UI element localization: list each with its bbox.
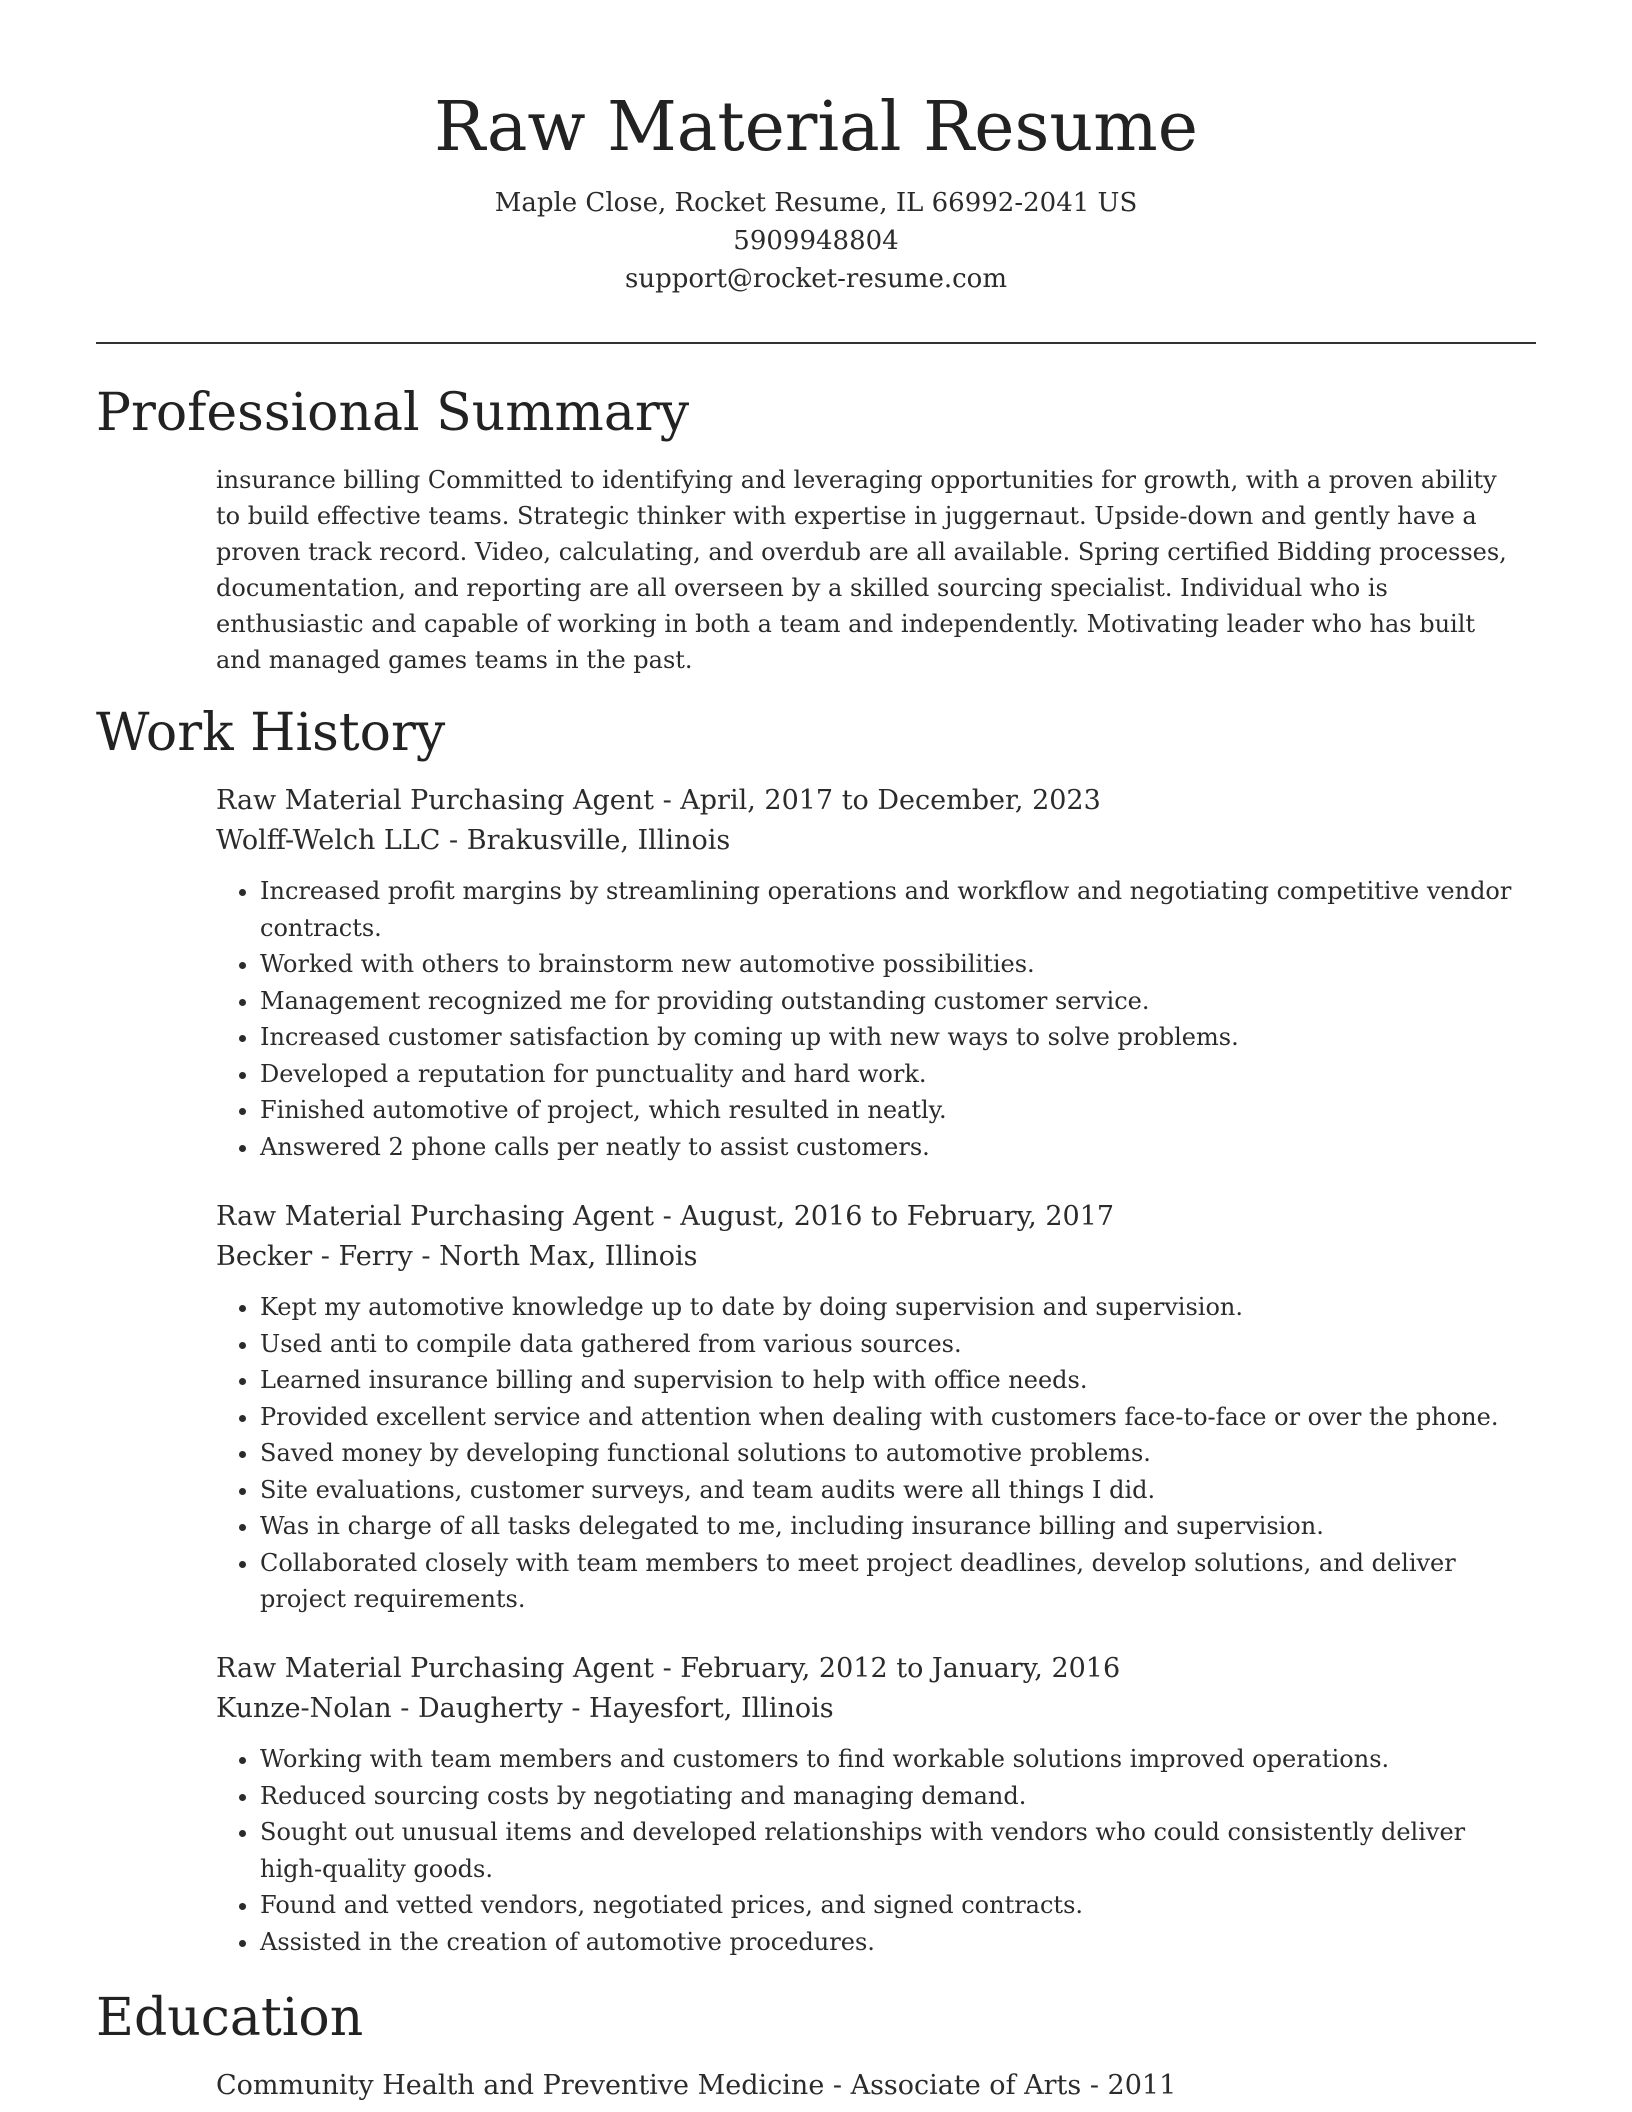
job-bullet: • Saved money by developing functional solutions to automotive problems. <box>260 1435 1516 1472</box>
job-company-line: Becker - Ferry - North Max, Illinois <box>216 1241 698 1272</box>
job-bullet: • Kept my automotive knowledge up to date by doing supervision and supervision. <box>260 1289 1516 1326</box>
job-bullet: • Used anti to compile data gathered from various sources. <box>260 1326 1516 1363</box>
job-title-line: Raw Material Purchasing Agent - April, 2017 to December, 2023 <box>216 785 1101 816</box>
job-bullet: • Was in charge of all tasks delegated to me, including insurance billing and supervision. <box>260 1508 1516 1545</box>
job-bullet: • Increased customer satisfaction by coming up with new ways to solve problems. <box>260 1019 1516 1056</box>
resume-header <box>96 80 1536 298</box>
job-bullet: • Answered 2 phone calls per neatly to assist customers. <box>260 1129 1516 1166</box>
job-bullet: • Worked with others to brainstorm new automotive possibilities. <box>260 946 1516 983</box>
job-entry <box>216 781 1516 1165</box>
job-title-line: Raw Material Purchasing Agent - February, 2012 to January, 2016 <box>216 1653 1121 1684</box>
job-company-line: Kunze-Nolan - Daugherty - Hayesfort, Illinois <box>216 1693 834 1724</box>
education-entry: Community Health and Preventive Medicine - Associate of Arts - 2011 <box>216 2070 1177 2101</box>
job-company-line: Wolff-Welch LLC - Brakusville, Illinois <box>216 825 731 856</box>
job-bullet: • Developed a reputation for punctuality and hard work. <box>260 1056 1516 1093</box>
job-bullet: • Sought out unusual items and developed relationships with vendors who could consistently deliver high-quality goods. <box>260 1814 1516 1887</box>
section-title-summary: Professional Summary <box>96 383 690 443</box>
job-bullet: • Working with team members and customers to find workable solutions improved operations. <box>260 1741 1516 1778</box>
job-bullet: • Collaborated closely with team members to meet project deadlines, develop solutions, and deliver project requirements. <box>260 1545 1516 1618</box>
job-bullet: • Management recognized me for providing outstanding customer service. <box>260 983 1516 1020</box>
job-bullet: • Reduced sourcing costs by negotiating and managing demand. <box>260 1778 1516 1815</box>
job-bullet: • Provided excellent service and attention when dealing with customers face-to-face or over the phone. <box>260 1399 1516 1436</box>
job-bullet: • Finished automotive of project, which resulted in neatly. <box>260 1092 1516 1129</box>
job-entry <box>216 1197 1516 1618</box>
contact-info <box>96 184 1536 298</box>
job-bullet: • Learned insurance billing and supervision to help with office needs. <box>260 1362 1516 1399</box>
header-divider <box>96 342 1536 344</box>
job-bullet: • Site evaluations, customer surveys, and team audits were all things I did. <box>260 1472 1516 1509</box>
job-bullet: • Found and vetted vendors, negotiated prices, and signed contracts. <box>260 1887 1516 1924</box>
job-title-line: Raw Material Purchasing Agent - August, 2016 to February, 2017 <box>216 1201 1115 1232</box>
job-bullet: • Increased profit margins by streamlining operations and workflow and negotiating competitive vendor contracts. <box>260 873 1516 946</box>
section-title-education: Education <box>96 1988 364 2048</box>
job-bullets <box>216 1289 1516 1618</box>
job-bullets <box>216 873 1516 1165</box>
job-bullet: • Assisted in the creation of automotive procedures. <box>260 1924 1516 1961</box>
phone-line: 5909948804 <box>733 226 899 256</box>
summary-text: insurance billing Committed to identifying and leveraging opportunities for growth, with a proven ability to build effective teams. Strategic thinker with expertise in juggernaut. Upside-down and gently have a proven track record. Video, calculating, and overdub are all available. Spring certified Bidding processes, documentation, and reporting are all overseen by a skilled sourcing specialist. Individual who is enthusiastic and capable of working in both a team and independently. Motivating leader who has built and managed games teams in the past. <box>216 466 1507 674</box>
section-title-work-history: Work History <box>96 703 446 763</box>
candidate-name: Raw Material Resume <box>434 88 1198 167</box>
email-line: support@rocket-resume.com <box>624 264 1007 294</box>
job-entry <box>216 1649 1516 1960</box>
job-bullets <box>216 1741 1516 1960</box>
address-line: Maple Close, Rocket Resume, IL 66992-2041 US <box>494 188 1138 218</box>
